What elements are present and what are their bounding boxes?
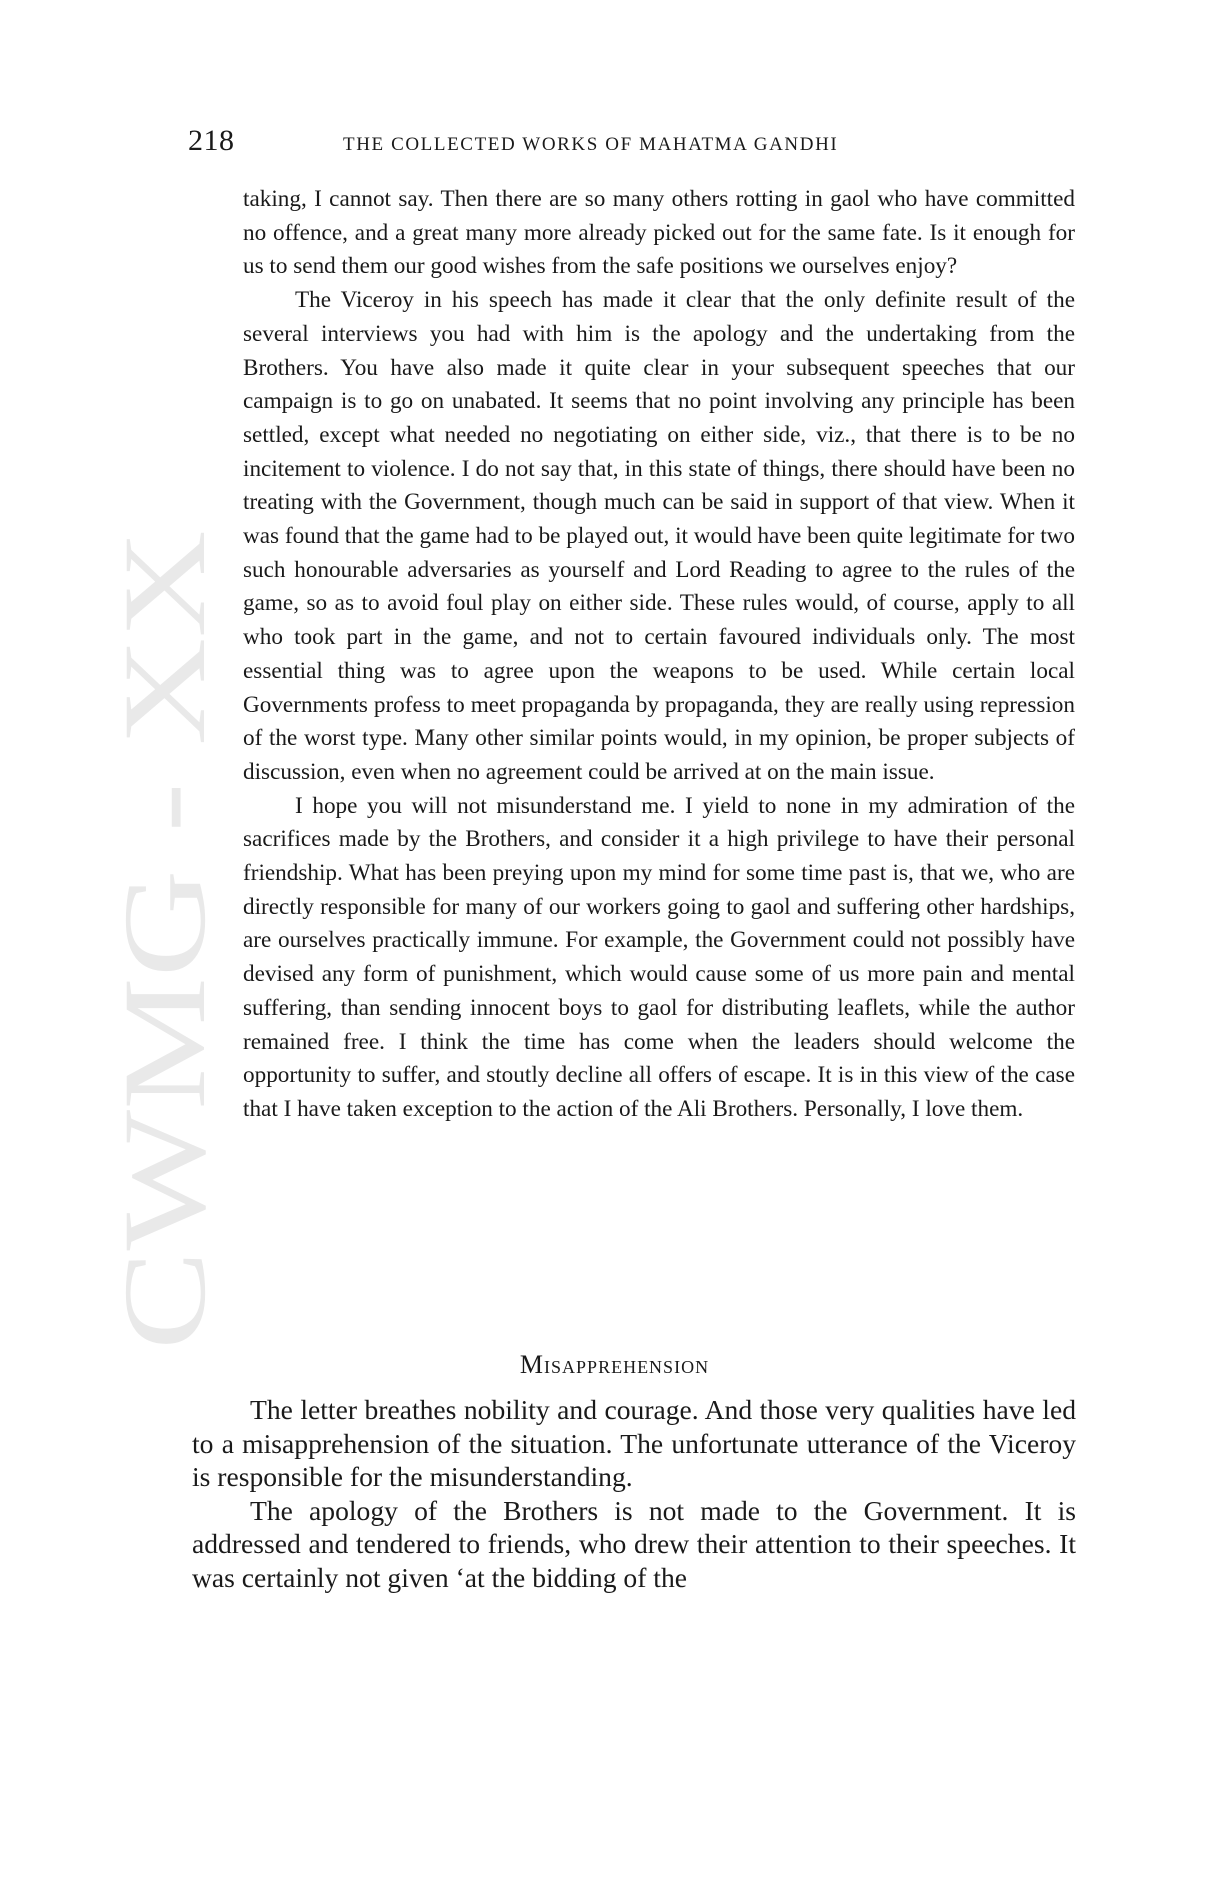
quote-paragraph-2: The Viceroy in his speech has made it clear that the only definite result of the several interviews you had with him is the apology and the undertaking from the Brothers. You have also made it quite clear in your subsequent speeches that our campaign is to go on unabated. It seems that no point involving any principle has been settled, except what needed no negotiating on either side, viz., that there is to be no incitement to violence. I do not say that, in this state of things, there should have been no treating with the Government, though much can be said in support of that view. When it was found that the game had to be played out, it would have been quite legitimate for two such honourable adversaries as yourself and Lord Reading to agree to the rules of the game, so as to avoid foul play on either side. These rules would, of course, apply to all who took part in the game, and not to certain favoured individuals only. The most essential thing was to agree upon the weapons to be used. While certain local Governments profess to meet propaganda by propaganda, they are really using repression of the worst type. Many other similar points would, in my opinion, be proper subjects of discussion, even when no agreement could be arrived at on the main issue. bbox=[243, 287, 1075, 785]
body-paragraph-1: The letter breathes nobility and courage. And those very qualities have led to a misapprehension of the situation. The unfortunate utterance of the Viceroy is responsible for the misunderstanding. bbox=[192, 1394, 1076, 1493]
quote-paragraph-3: I hope you will not misunderstand me. I yield to none in my admiration of the sacrifices made by the Brothers, and consider it a high privilege to have their personal friendship. What has been preying upon my mind for some time past is, that we, who are directly responsible for many of our workers going to gaol and suffering other hardships, are ourselves practically immune. For example, the Government could not possibly have devised any form of punishment, which would cause some of us more pain and mental suffering, than sending innocent boys to gaol for distributing leaflets, while the author remained free. I think the time has come when the leaders should welcome the opportunity to suffer, and stoutly decline all offers of escape. It is in this view of the case that I have taken exception to the action of the Ali Brothers. Personally, I love them. bbox=[243, 792, 1075, 1122]
watermark-graphic bbox=[99, 520, 230, 1360]
section-heading-text: Misapprehension bbox=[519, 1350, 710, 1379]
running-head: THE COLLECTED WORKS OF MAHATMA GANDHI bbox=[343, 134, 839, 155]
body-paragraph-2: The apology of the Brothers is not made to the Government. It is addressed and tendered to friends, who drew their attention to their speeches. It was certainly not given ‘at the bidding of the bbox=[192, 1494, 1076, 1593]
quote-paragraph-1: taking, I cannot say. Then there are so many others rotting in gaol who have committed no offence, and a great many more already picked out for the same fate. Is it enough for us to send them our good wishes from the safe positions we ourselves enjoy? bbox=[243, 186, 1075, 280]
section-heading bbox=[0, 1350, 1229, 1380]
quoted-letter bbox=[243, 183, 1075, 1127]
watermark-text: CWMG - XX bbox=[99, 701, 230, 1350]
watermark bbox=[99, 520, 230, 1360]
page-number: 218 bbox=[188, 124, 235, 157]
body-text bbox=[192, 1393, 1076, 1595]
